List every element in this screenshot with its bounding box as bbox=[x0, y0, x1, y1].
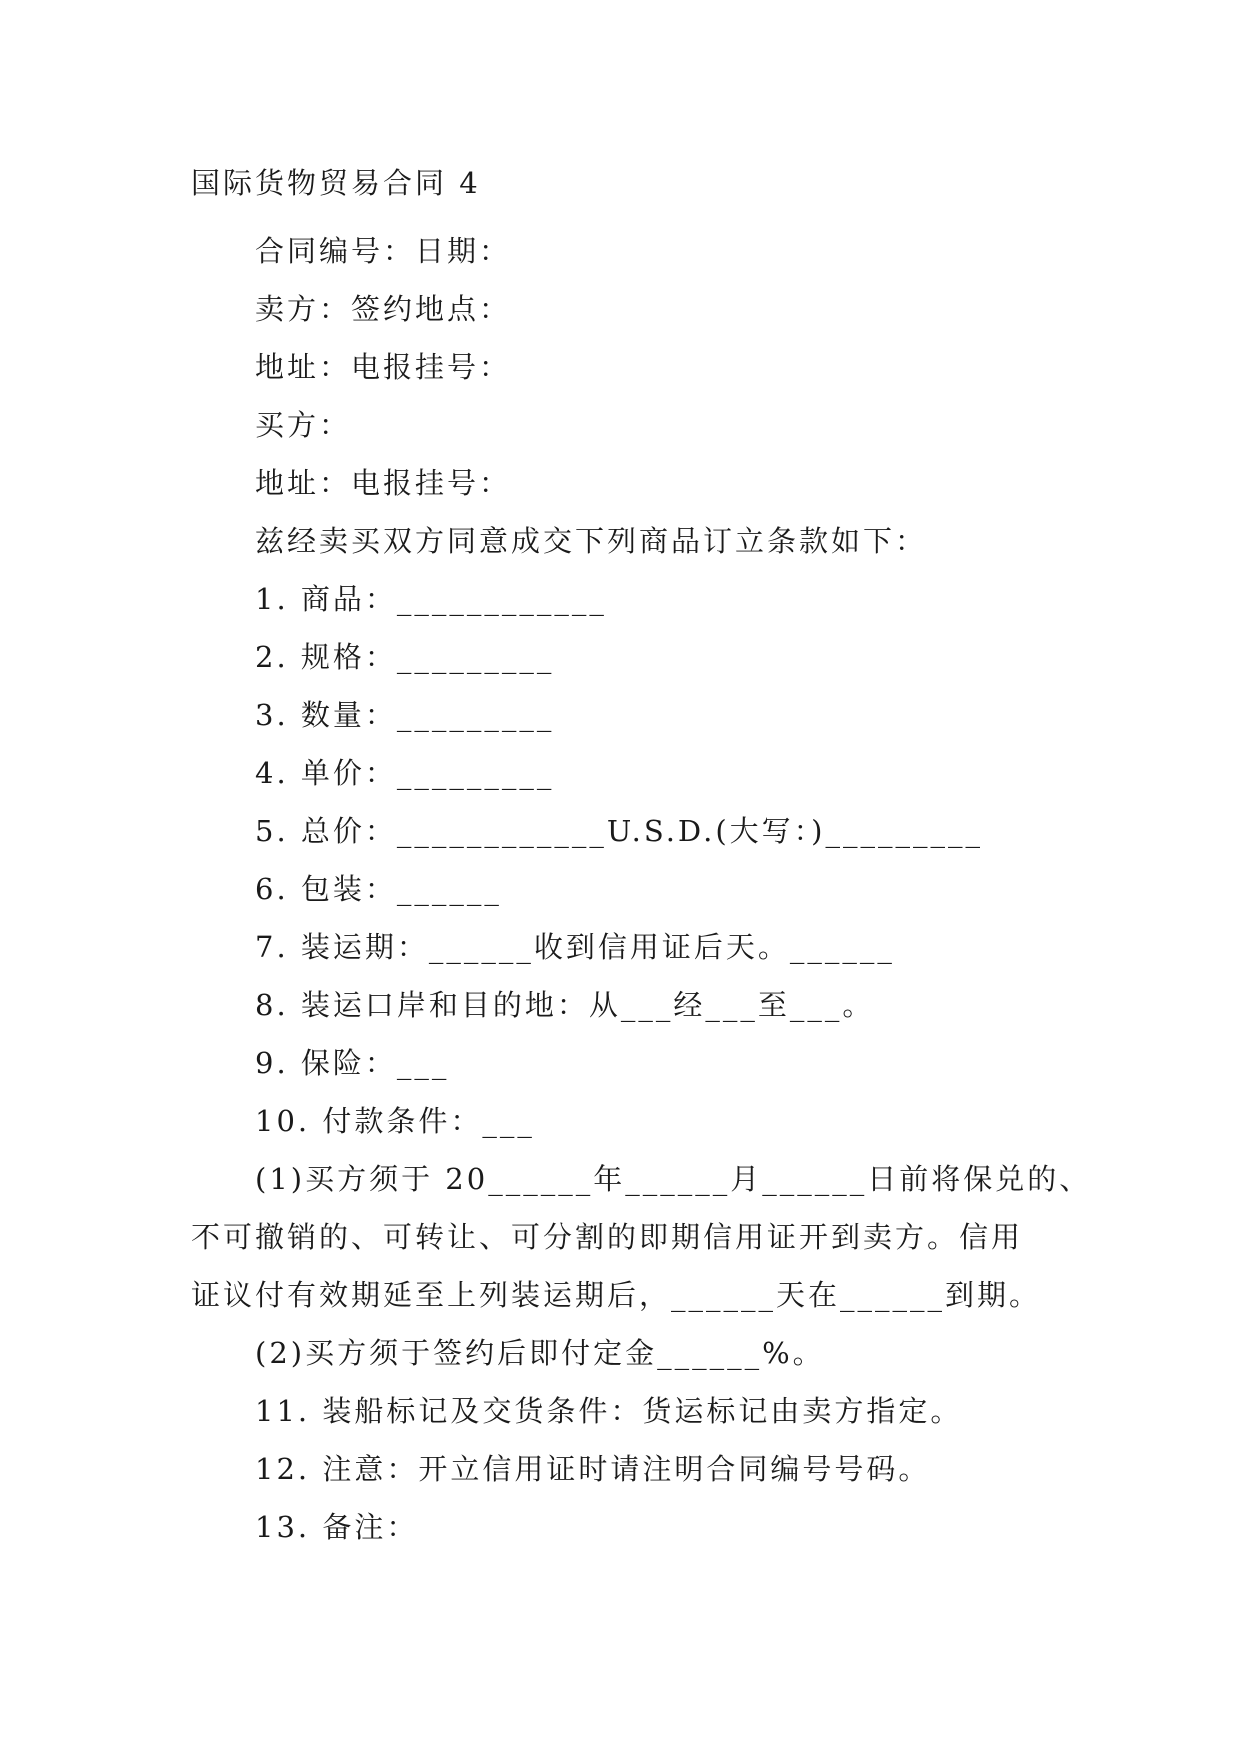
clause-notice: 12. 注意：开立信用证时请注明合同编号号码。 bbox=[255, 1452, 931, 1486]
buyer-address-cable-line: 地址：电报挂号： bbox=[255, 466, 512, 500]
clause-packing: 6. 包装：______ bbox=[255, 872, 502, 906]
seller-signing-place-line: 卖方：签约地点： bbox=[255, 292, 512, 326]
seller-address-cable-line: 地址：电报挂号： bbox=[255, 350, 512, 384]
clause-payment-terms: 10. 付款条件：___ bbox=[255, 1104, 535, 1138]
buyer-line: 买方： bbox=[255, 408, 352, 442]
payment-subclause-2: (2)买方须于签约后即付定金______%。 bbox=[255, 1336, 825, 1370]
clause-specification: 2. 规格：_________ bbox=[255, 640, 555, 674]
document-body bbox=[191, 222, 1091, 1556]
clause-insurance: 9. 保险：___ bbox=[255, 1046, 450, 1080]
clause-remarks: 13. 备注： bbox=[255, 1510, 419, 1544]
contract-number-date-line: 合同编号：日期： bbox=[255, 234, 512, 268]
clause-shipment-time: 7. 装运期：______收到信用证后天。______ bbox=[255, 930, 895, 964]
payment-subclause-1-line-3: 证议付有效期延至上列装运期后，______天在______到期。 bbox=[191, 1278, 1042, 1312]
clause-port-destination: 8. 装运口岸和目的地：从___经___至___。 bbox=[255, 988, 875, 1022]
agreement-intro-line: 兹经卖买双方同意成交下列商品订立条款如下： bbox=[255, 524, 928, 558]
clause-unit-price: 4. 单价：_________ bbox=[255, 756, 555, 790]
clause-shipping-marks: 11. 装船标记及交货条件：货运标记由卖方指定。 bbox=[255, 1394, 963, 1428]
payment-subclause-1-line-1: (1)买方须于 20______年______月______日前将保兑的、 bbox=[255, 1162, 1092, 1196]
clause-total-price: 5. 总价：____________U.S.D.(大写：)_________ bbox=[255, 814, 983, 848]
payment-subclause-1-line-2: 不可撤销的、可转让、可分割的即期信用证开到卖方。信用 bbox=[191, 1220, 1024, 1254]
document-title: 国际货物贸易合同 4 bbox=[191, 166, 481, 200]
clause-commodity: 1. 商品：____________ bbox=[255, 582, 607, 616]
clause-quantity: 3. 数量：_________ bbox=[255, 698, 555, 732]
